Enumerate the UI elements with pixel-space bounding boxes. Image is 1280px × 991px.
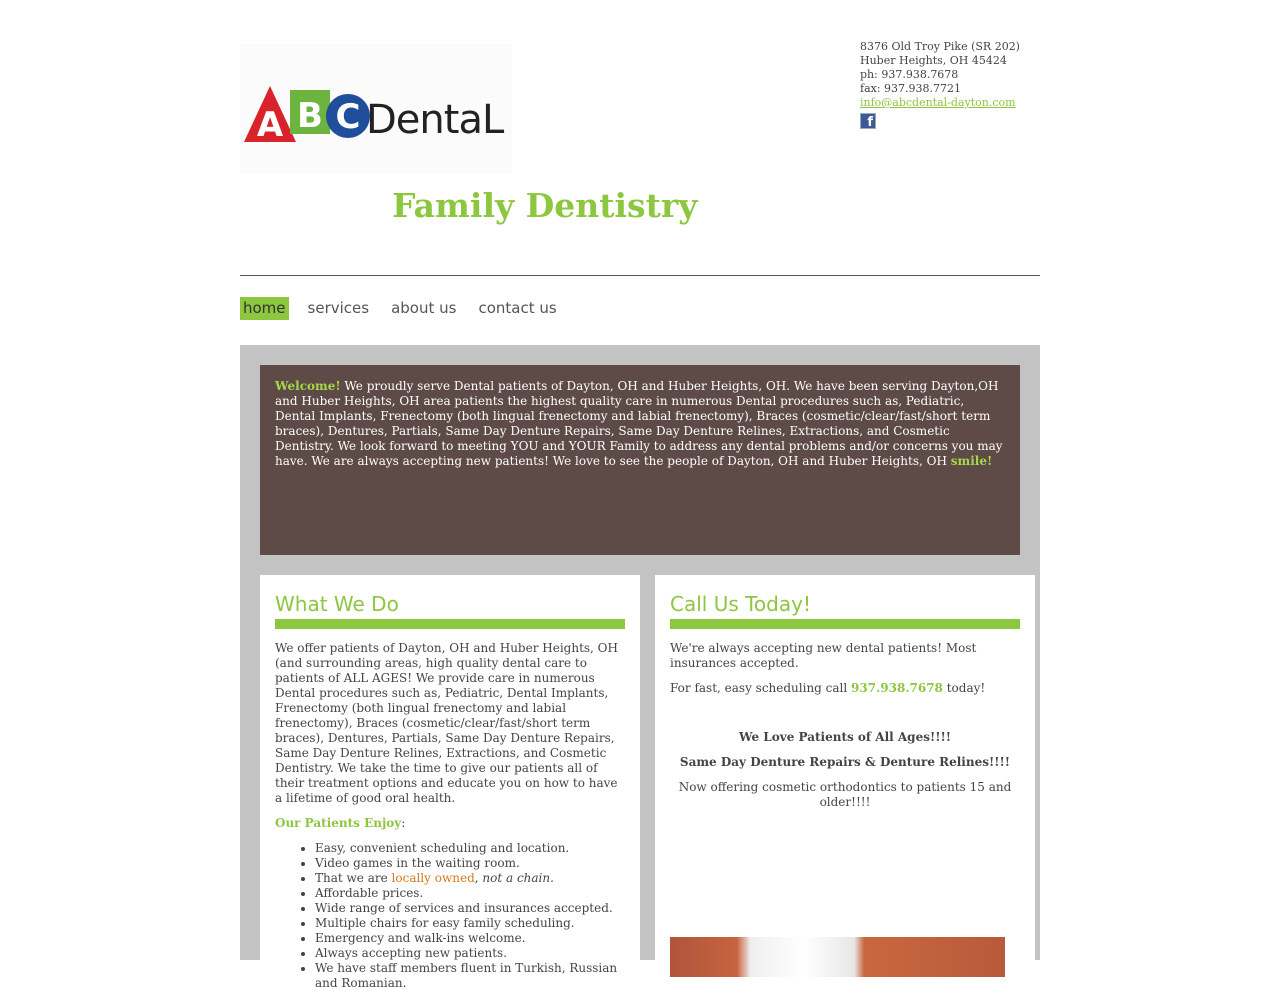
welcome-smile: smile! <box>950 454 993 468</box>
phone-number: ph: 937.938.7678 <box>860 68 959 81</box>
office-building-photo <box>670 937 1005 977</box>
list-item: • Video games in the waiting room. <box>315 856 625 871</box>
page-wrapper <box>240 0 1040 990</box>
svg-text:A: A <box>256 105 284 145</box>
call-us-title: Call Us Today! <box>670 592 811 616</box>
svg-text:C: C <box>335 97 361 137</box>
call-us-panel <box>655 575 1035 975</box>
svg-text:B: B <box>297 96 323 136</box>
patients-enjoy-colon: : <box>401 816 406 830</box>
what-we-do-panel <box>260 575 640 990</box>
patients-enjoy-label: Our Patients Enjoy <box>275 816 402 830</box>
list-item: • Always accepting new patients. <box>315 946 625 961</box>
list-item: • Multiple chairs for easy family scheduling. <box>315 916 625 931</box>
local-prefix: That we are <box>315 871 392 885</box>
header-divider <box>240 275 1040 276</box>
fax-number: fax: 937.938.7721 <box>860 82 962 95</box>
site-tagline: Family Dentistry <box>392 186 698 225</box>
list-item: • We have staff members fluent in Turkish, Russian and Romanian. <box>315 961 625 991</box>
what-we-do-paragraph: We offer patients of Dayton, OH and Huber Heights, OH (and surrounding areas, high quality dental care to patients of ALL AGES! We provide care in numerous Dental procedures such as, Pediatric, Dental Implants, Frenectomy (both lingual frenectomy and labial frenectomy), Braces (cosmetic/clear/fast/short term braces), Dentures, Partials, Same Day Denture Repairs, Same Day Denture Relines, Extractions, and Cosmetic Dentistry. We take the time to give our patients all of their treatment options and educate you on how to have a lifetime of good oral health. <box>275 641 618 805</box>
content-area <box>240 345 1040 990</box>
nav-contact-us[interactable]: contact us <box>478 299 557 317</box>
logo-wordmark: DentaL <box>366 97 504 143</box>
contact-block <box>860 40 1020 129</box>
welcome-box <box>260 365 1020 555</box>
welcome-lead: Welcome! <box>275 379 341 393</box>
list-item: • Wide range of services and insurances accepted. <box>315 901 625 916</box>
nav-services[interactable]: services <box>307 299 370 317</box>
list-item: • Easy, convenient scheduling and location. <box>315 841 625 856</box>
call-us-paragraph-2 <box>670 681 1020 696</box>
patients-enjoy-list <box>275 841 625 991</box>
what-we-do-title: What We Do <box>275 592 399 616</box>
locally-owned-text: locally owned <box>391 871 475 885</box>
email-link[interactable]: info@abcdental-dayton.com <box>860 96 1016 109</box>
title-underline-bar <box>275 619 625 629</box>
address-line-2: Huber Heights, OH 45424 <box>860 54 1007 67</box>
not-a-chain-text: not a chain. <box>482 871 554 885</box>
list-item <box>315 871 625 886</box>
headline-all-ages: We Love Patients of All Ages!!!! <box>738 730 952 744</box>
nav-about-us[interactable]: about us <box>391 299 457 317</box>
welcome-body: We proudly serve Dental patients of Dayton, OH and Huber Heights, OH. We have been serving Dayton,OH and Huber Heights, OH area patients the highest quality care in numerous Dental procedures such as, Pediatric, Dental Implants, Frenectomy (both lingual frenectomy and labial frenectomy), Braces (cosmetic/clear/fast/short term braces), Dentures, Partials, Same Day Denture Repairs, Same Day Denture Relines, Extractions, and Cosmetic Dentistry. We look forward to meeting YOU and YOUR Family to address any dental problems and/or concerns you may have. We are always accepting new patients! We love to see the people of Dayton, OH and Huber Heights, OH <box>275 379 1003 468</box>
schedule-suffix: today! <box>942 681 986 695</box>
list-item: • Affordable prices. <box>315 886 625 901</box>
headline-cosmetic-ortho: Now offering cosmetic orthodontics to patients 15 and older!!!! <box>678 780 1012 809</box>
call-us-paragraph-1: We're always accepting new dental patients! Most insurances accepted. <box>670 641 977 670</box>
title-underline-bar <box>670 619 1020 629</box>
main-nav <box>240 297 576 320</box>
headline-denture-repairs: Same Day Denture Repairs & Denture Relines!!!! <box>679 755 1011 769</box>
nav-home[interactable]: home <box>240 297 289 320</box>
schedule-prefix: For fast, easy scheduling call <box>670 681 852 695</box>
patients-enjoy-heading <box>275 816 625 831</box>
list-item: • Emergency and walk-ins welcome. <box>315 931 625 946</box>
address-line-1: 8376 Old Troy Pike (SR 202) <box>860 40 1020 53</box>
facebook-icon[interactable]: f <box>860 113 876 129</box>
schedule-phone[interactable]: 937.938.7678 <box>851 681 943 695</box>
abc-dental-logo[interactable] <box>240 44 512 174</box>
local-comma: , <box>474 871 483 885</box>
